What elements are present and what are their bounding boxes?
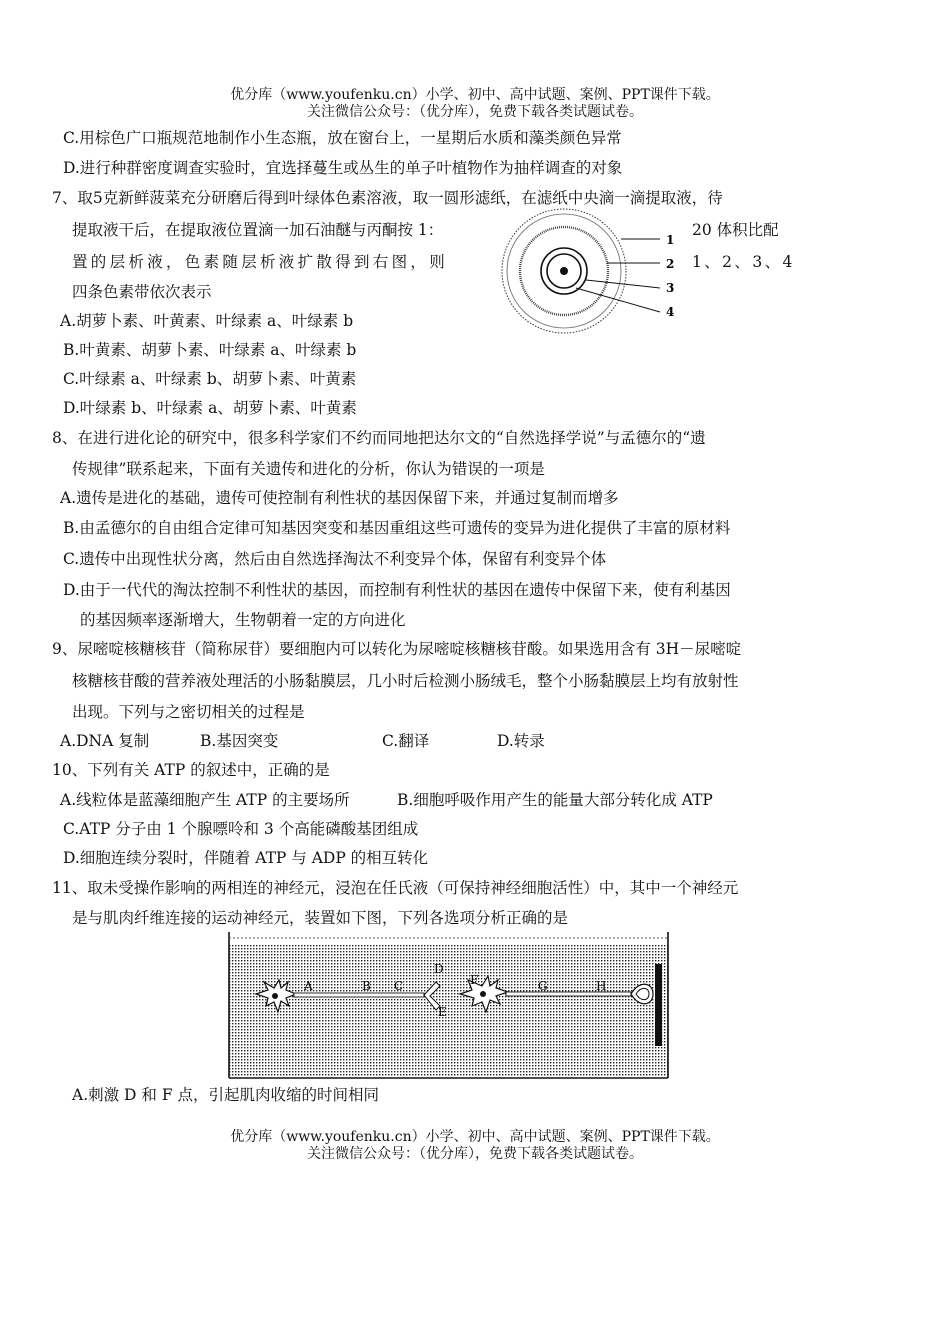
point-label-h: H: [596, 979, 607, 993]
neuron-1-axon: [294, 993, 424, 997]
q9-stem-line-2: 核糖核苷酸的营养液处理活的小肠黏膜层，几小时后检测小肠绒毛，整个小肠黏膜层上均有放射性: [72, 672, 739, 690]
neuron-2-nucleus: [480, 991, 486, 997]
q11-stem-line-1: 11、取未受操作影响的两相连的神经元，浸泡在任氏液（可保持神经细胞活性）中，其中一个神经元: [52, 879, 739, 897]
q8-stem-line-2: 传规律”联系起来，下面有关遗传和进化的分析，你认为错误的一项是: [72, 460, 545, 478]
q10-option-a: A.线粒体是蓝藻细胞产生 ATP 的主要场所: [60, 791, 350, 809]
footer-line-2: 关注微信公众号：（优分库），免费下载各类试题试卷。: [307, 1146, 643, 1162]
q8-option-b: B.由孟德尔的自由组合定律可知基因突变和基因重组这些可遗传的变异为进化提供了丰富的原材料: [63, 519, 731, 537]
q6-option-c: C.用棕色广口瓶规范地制作小生态瓶，放在窗台上，一星期后水质和藻类颜色异常: [63, 129, 622, 147]
muscle-fiber: [655, 964, 662, 1046]
q9-stem-line-1: 9、尿嘧啶核糖核苷（简称尿苷）要细胞内可以转化为尿嘧啶核糖核苷酸。如果选用含有 3H－尿嘧啶: [52, 640, 742, 658]
leader-line-3: [586, 280, 660, 288]
q8-stem-line-1: 8、在进行进化论的研究中，很多科学家们不约而同地把达尔文的“自然选择学说”与孟德尔的“遗: [52, 429, 706, 447]
q11-option-a: A.刺激 D 和 F 点，引起肌肉收缩的时间相同: [72, 1086, 380, 1104]
q11-stem-line-2: 是与肌肉纤维连接的运动神经元，装置如下图，下列各选项分析正确的是: [72, 909, 569, 927]
point-label-e: E: [438, 1005, 447, 1019]
q10-option-b: B.细胞呼吸作用产生的能量大部分转化成 ATP: [397, 791, 713, 809]
q8-option-c: C.遗传中出现性状分离，然后由自然选择淘汰不利变异个体，保留有利变异个体: [63, 550, 607, 568]
figure-label-3: 3: [666, 281, 675, 295]
q7-option-d: D.叶绿素 b、叶绿素 a、胡萝卜素、叶黄素: [63, 399, 357, 417]
point-label-a: A: [304, 979, 313, 993]
sample-spot: [560, 267, 568, 275]
q6-option-d: D.进行种群密度调查实验时，宜选择蔓生或丛生的单子叶植物作为抽样调查的对象: [63, 159, 623, 177]
q7-stem-line-2-right: 20 体积比配: [692, 221, 779, 239]
point-label-d: D: [434, 962, 444, 976]
q7-option-c: C.叶绿素 a、叶绿素 b、胡萝卜素、叶黄素: [63, 370, 357, 388]
point-label-f: F: [470, 973, 479, 987]
neuron-apparatus-figure: [226, 930, 672, 1080]
neuron-1-nucleus: [272, 993, 278, 999]
footer-line-1: 优分库（www.youfenku.cn）小学、初中、高中试题、案例、PPT课件下载。: [230, 1129, 720, 1145]
chromatography-figure: [500, 208, 690, 343]
q10-stem: 10、下列有关 ATP 的叙述中，正确的是: [52, 761, 330, 779]
q9-option-a: A.DNA 复制: [60, 732, 150, 750]
figure-label-1: 1: [666, 233, 675, 247]
ringer-solution: [229, 944, 668, 1077]
point-label-c: C: [394, 979, 404, 993]
q7-option-b: B.叶黄素、胡萝卜素、叶绿素 a、叶绿素 b: [63, 341, 357, 359]
q7-stem-line-3: 置的层析液，色素随层析液扩散得到右图，则: [72, 253, 449, 271]
header-line-1: 优分库（www.youfenku.cn）小学、初中、高中试题、案例、PPT课件下载。: [230, 87, 720, 103]
figure-label-2: 2: [666, 257, 675, 271]
q7-option-a: A.胡萝卜素、叶黄素、叶绿素 a、叶绿素 b: [60, 312, 354, 330]
q10-option-d: D.细胞连续分裂时，伴随着 ATP 与 ADP 的相互转化: [63, 849, 429, 867]
neuron-2-axon: [506, 992, 631, 996]
q7-stem-line-1: 7、取5克新鲜菠菜充分研磨后得到叶绿体色素溶液，取一圆形滤纸，在滤纸中央滴一滴提取液，待: [52, 189, 723, 207]
q8-option-d-line-2: 的基因频率逐渐增大，生物朝着一定的方向进化: [80, 611, 406, 629]
q9-option-b: B.基因突变: [200, 732, 279, 750]
q9-stem-line-3: 出现。下列与之密切相关的过程是: [72, 703, 305, 721]
header-line-2: 关注微信公众号：（优分库），免费下载各类试题试卷。: [307, 104, 643, 120]
point-label-g: G: [538, 979, 548, 993]
q8-option-d-line-1: D.由于一代代的淘汰控制不利性状的基因，而控制有利性状的基因在遗传中保留下来，使有利基因: [63, 581, 731, 599]
q7-stem-line-2: 提取液干后，在提取液位置滴一加石油醚与丙酮按 1：: [72, 221, 444, 239]
q7-stem-line-4: 四条色素带依次表示: [72, 283, 212, 301]
q9-option-d: D.转录: [497, 732, 545, 750]
figure-label-4: 4: [666, 305, 675, 319]
point-label-b: B: [362, 979, 371, 993]
q7-stem-line-3-right: 1、2、3、4: [692, 253, 795, 271]
q8-option-a: A.遗传是进化的基础，遗传可使控制有利性状的基因保留下来，并通过复制而增多: [60, 489, 619, 507]
q10-option-c: C.ATP 分子由 1 个腺嘌呤和 3 个高能磷酸基团组成: [63, 820, 419, 838]
leader-line-4: [576, 288, 660, 312]
q9-option-c: C.翻译: [382, 732, 430, 750]
